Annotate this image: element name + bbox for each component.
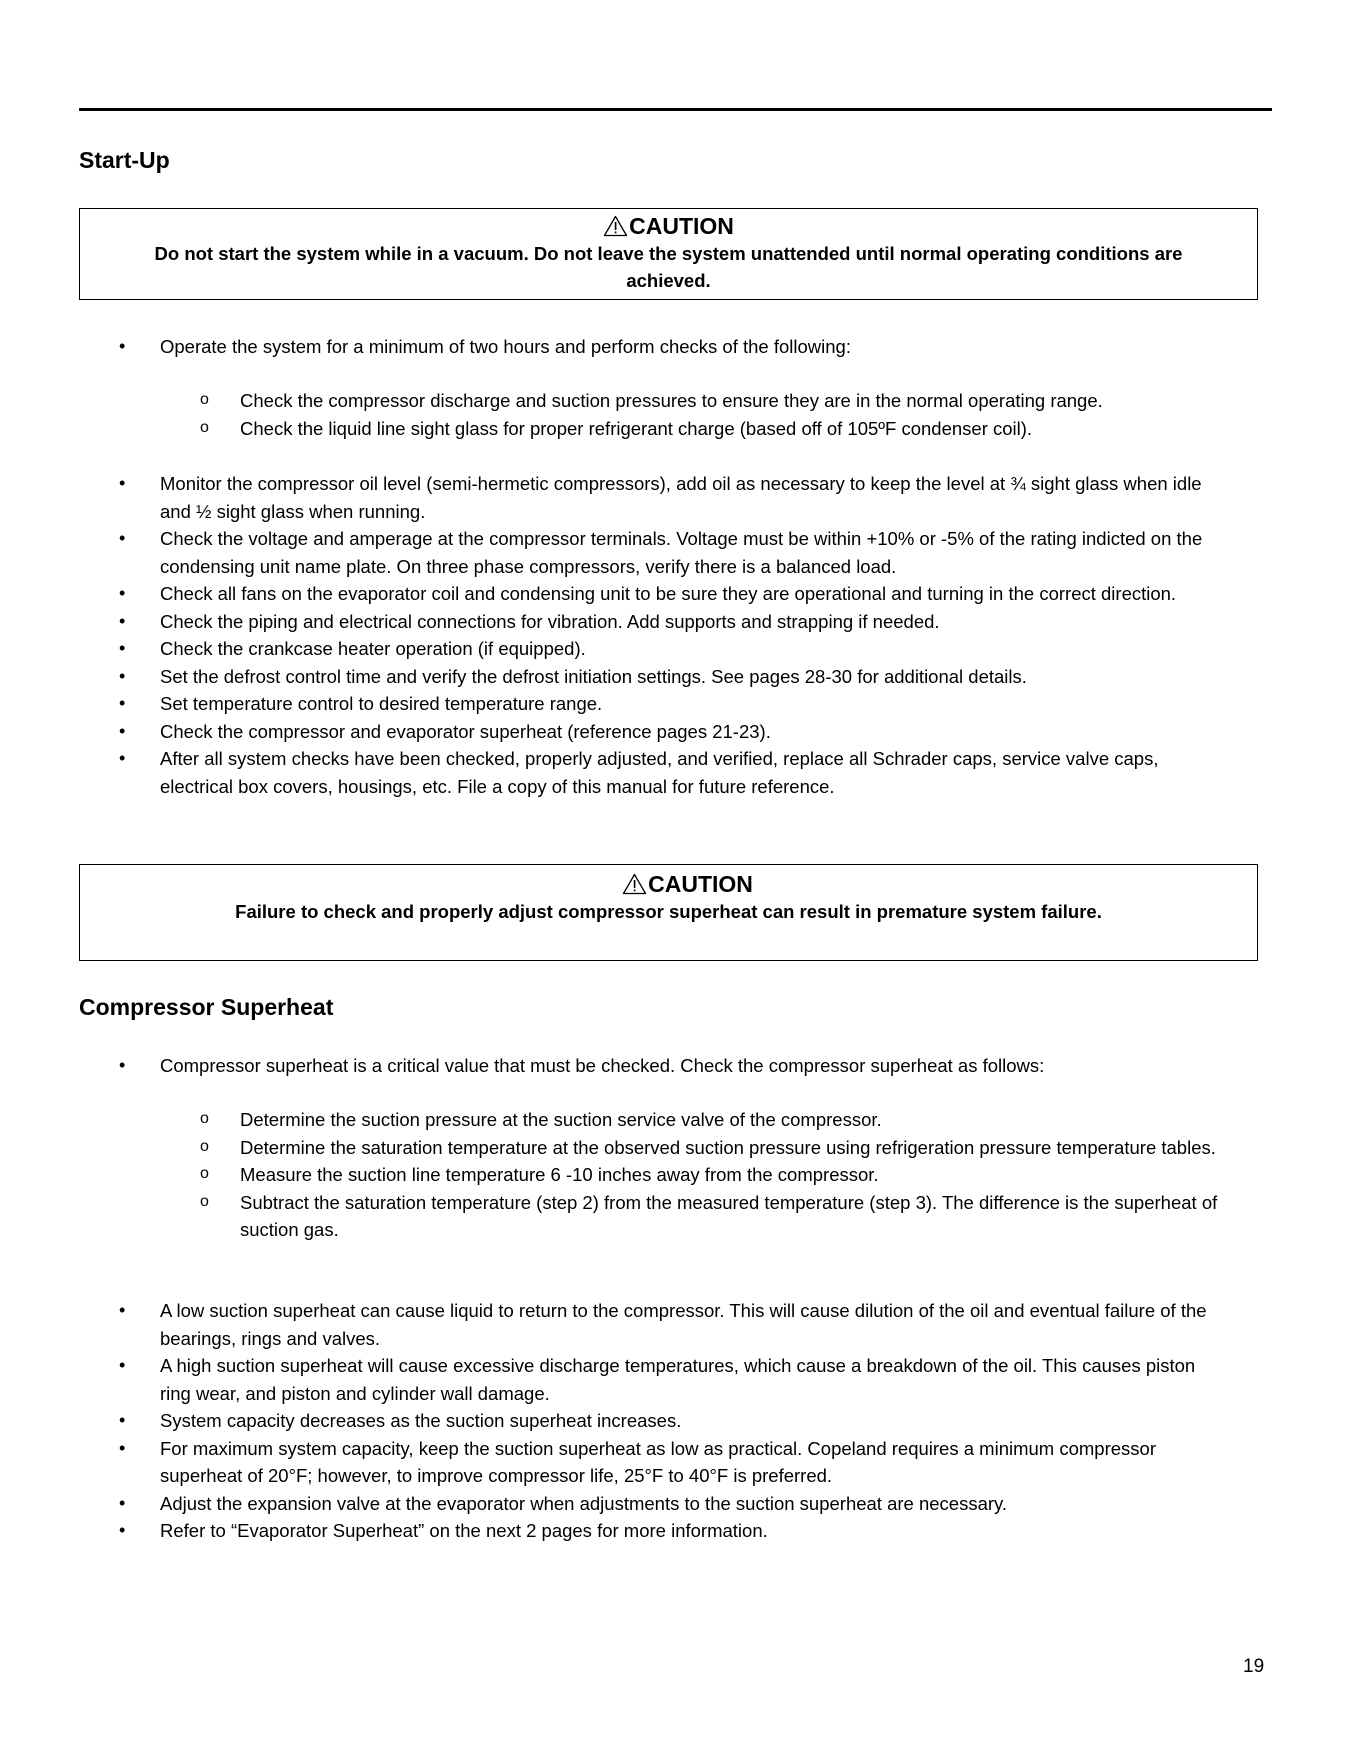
- list-item: • Check the voltage and amperage at the compressor terminals. Voltage must be within +10% or -5% of the rating indicted on the condensing unit name plate. On three phase compressors, verify there is a balanced load.: [0, 525, 1220, 580]
- list-item: o Determine the suction pressure at the suction service valve of the compressor.: [0, 1106, 1220, 1134]
- list-item: o Measure the suction line temperature 6 -10 inches away from the compressor.: [0, 1161, 1220, 1189]
- list-item: • Compressor superheat is a critical value that must be checked. Check the compressor superheat as follows:: [0, 1052, 1220, 1080]
- caution-heading-text: CAUTION: [629, 213, 734, 239]
- startup-checks-list: [0, 470, 1220, 800]
- caution-heading-text: CAUTION: [648, 871, 753, 897]
- list-item: o Check the liquid line sight glass for proper refrigerant charge (based off of 105ºF condenser coil).: [0, 415, 1220, 443]
- caution-text: Failure to check and properly adjust compressor superheat can result in premature system failure.: [235, 901, 1102, 922]
- list-item: • Adjust the expansion valve at the evaporator when adjustments to the suction superheat are necessary.: [0, 1490, 1220, 1518]
- list-item: • Operate the system for a minimum of two hours and perform checks of the following:: [0, 333, 1220, 361]
- list-item: • Check all fans on the evaporator coil and condensing unit to be sure they are operational and turning in the correct direction.: [0, 580, 1220, 608]
- caution-text: Do not start the system while in a vacuum. Do not leave the system unattended until normal operating conditions are achieved.: [154, 243, 1183, 291]
- caution-heading: [80, 870, 1257, 898]
- list-item: • A low suction superheat can cause liquid to return to the compressor. This will cause dilution of the oil and eventual failure of the bearings, rings and valves.: [0, 1297, 1220, 1352]
- list-item: • For maximum system capacity, keep the suction superheat as low as practical. Copeland requires a minimum compressor superheat of 20°F; however, to improve compressor life, 25°F to 40°F is preferred.: [0, 1435, 1220, 1490]
- list-item: • After all system checks have been checked, properly adjusted, and verified, replace all Schrader caps, service valve caps, electrical box covers, housings, etc. File a copy of this manual for future reference.: [0, 745, 1220, 800]
- list-item: • Monitor the compressor oil level (semi-hermetic compressors), add oil as necessary to keep the level at ¾ sight glass when idle and ½ sight glass when running.: [0, 470, 1220, 525]
- list-item: • Check the compressor and evaporator superheat (reference pages 21-23).: [0, 718, 1220, 746]
- list-item: • A high suction superheat will cause excessive discharge temperatures, which cause a breakdown of the oil. This causes piston ring wear, and piston and cylinder wall damage.: [0, 1352, 1220, 1407]
- list-item: o Determine the saturation temperature at the observed suction pressure using refrigeration pressure temperature tables.: [0, 1134, 1220, 1162]
- superheat-notes-list: [0, 1297, 1220, 1545]
- superheat-steps-list: [0, 1106, 1220, 1244]
- list-item: • Set the defrost control time and verify the defrost initiation settings. See pages 28-30 for additional details.: [0, 663, 1220, 691]
- list-item: • System capacity decreases as the suction superheat increases.: [0, 1407, 1220, 1435]
- list-item: o Check the compressor discharge and suction pressures to ensure they are in the normal operating range.: [0, 387, 1220, 415]
- warning-triangle-icon: [603, 215, 628, 237]
- warning-triangle-icon: [622, 873, 647, 895]
- caution-box-vacuum: [79, 208, 1258, 300]
- section-title-startup: Start-Up: [79, 147, 170, 173]
- startup-sub-list: [0, 387, 1220, 442]
- section-title-compressor-superheat: Compressor Superheat: [79, 994, 334, 1020]
- superheat-main-list: [0, 1052, 1220, 1080]
- list-item: • Set temperature control to desired temperature range.: [0, 690, 1220, 718]
- list-item: • Check the crankcase heater operation (if equipped).: [0, 635, 1220, 663]
- startup-main-list: [0, 333, 1220, 361]
- list-item: • Check the piping and electrical connections for vibration. Add supports and strapping if needed.: [0, 608, 1220, 636]
- header-rule: [79, 108, 1272, 111]
- page-number: 19: [1243, 1656, 1265, 1677]
- list-item: • Refer to “Evaporator Superheat” on the next 2 pages for more information.: [0, 1517, 1220, 1545]
- caution-heading: [80, 212, 1257, 240]
- list-item: o Subtract the saturation temperature (step 2) from the measured temperature (step 3). The difference is the superheat of suction gas.: [0, 1189, 1220, 1244]
- caution-box-superheat: [79, 864, 1258, 961]
